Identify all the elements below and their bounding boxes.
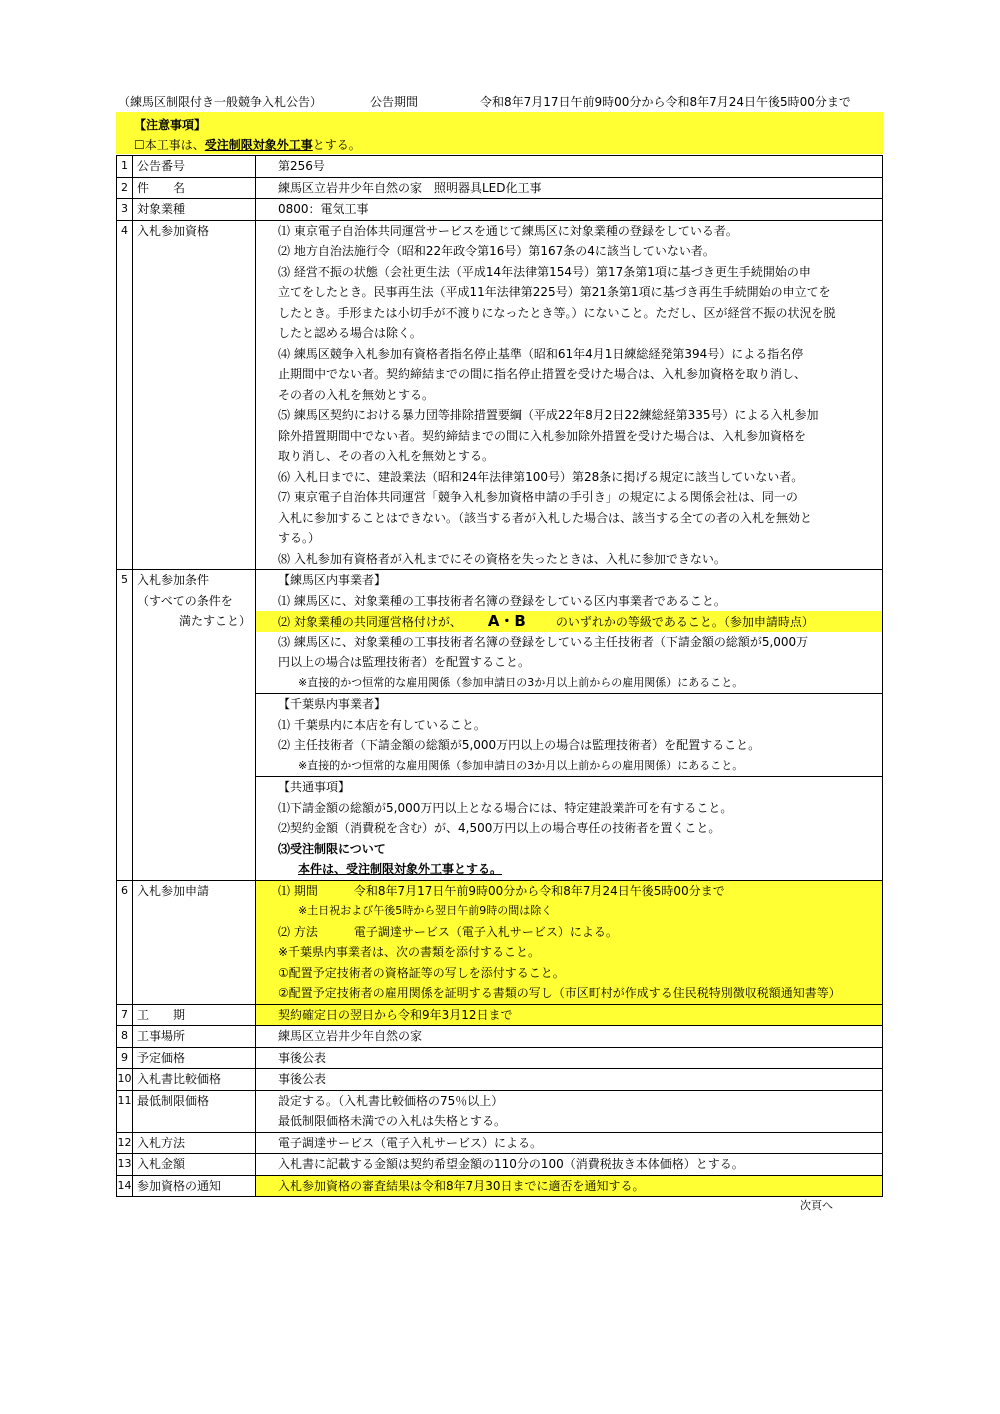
- row-number: 6: [117, 880, 133, 1004]
- table-row: [117, 220, 883, 570]
- application-note: ※土日祝および午後5時から翌日午前9時の間は除く: [298, 904, 553, 917]
- section-title: 【練馬区内事業者】: [278, 573, 387, 587]
- condition-line: ⑴ 千葉県内に本店を有していること。: [278, 717, 486, 732]
- condition-line: ⑶受注制限について: [278, 841, 386, 856]
- qualification-line: 除外措置期間中でない者。契約締結までの間に入札参加除外措置を受けた場合は、入札参加資格を: [278, 428, 807, 443]
- row-number: 12: [117, 1132, 133, 1154]
- application-line: ⑴ 期間 令和8年7月17日午前9時00分から令和8年7月24日午後5時00分まで: [278, 883, 725, 898]
- notice-line: [134, 136, 361, 153]
- row-label-line: （すべての条件を: [137, 593, 233, 608]
- table-row: [117, 1090, 883, 1132]
- notice-pre: ☐本工事は、: [134, 138, 205, 152]
- grade-post: のいずれかの等級であること。（参加申請時点）: [555, 615, 814, 629]
- table-row: [117, 880, 883, 1004]
- grade-value: A・B: [487, 612, 526, 630]
- qualification-line: ⑶ 経営不振の状態（会社更生法（平成14年法律第154号）第17条第1項に基づき更生手続開始の申: [278, 264, 811, 279]
- qualification-line: したと認める場合は除く。: [278, 326, 422, 340]
- table-row: [117, 1026, 883, 1048]
- row-label: 入札方法: [133, 1132, 256, 1154]
- notice-underlined: 受注制限対象外工事: [204, 138, 313, 152]
- qualification-line: ⑻ 入札参加有資格者が入札までにその資格を失ったときは、入札に参加できない。: [278, 551, 726, 566]
- condition-note: ※直接的かつ恒常的な雇用関係（参加申請日の3か月以上前からの雇用関係）にあること。: [298, 758, 744, 772]
- row-label: 入札参加申請: [133, 880, 256, 1004]
- table-row: [117, 1132, 883, 1154]
- table-row: [117, 177, 883, 199]
- qualification-line: したとき。手形または小切手が不渡りになったとき等。）にないこと。ただし、区が経営不振の状況を脱: [278, 305, 836, 320]
- table-row: [117, 1047, 883, 1069]
- row-label: 入札参加資格: [133, 220, 256, 570]
- row-content: 事後公表: [256, 1069, 883, 1091]
- grade-pre: ⑵ 対象業種の共同運営格付けが、: [278, 615, 462, 629]
- section-title: 【千葉県内事業者】: [278, 697, 387, 711]
- table-row: [117, 1175, 883, 1197]
- qualification-line: その者の入札を無効とする。: [278, 387, 435, 402]
- table-row: [117, 570, 883, 694]
- row-number: 1: [117, 156, 133, 178]
- row-content: 電子調達サービス（電子入札サービス）による。: [256, 1132, 883, 1154]
- row-content: 練馬区立岩井少年自然の家: [256, 1026, 883, 1048]
- table-row: [117, 1069, 883, 1091]
- table-row: [117, 199, 883, 221]
- row-label: 入札金額: [133, 1154, 256, 1176]
- row-content: 0800：電気工事: [256, 199, 883, 221]
- grade-condition-line: [256, 611, 882, 632]
- qualification-line: ⑸ 練馬区契約における暴力団等排除措置要綱（平成22年8月2日22練総経第335号）による入札参加: [278, 408, 819, 422]
- application-line: ⑵ 方法 電子調達サービス（電子入札サービス）による。: [278, 924, 618, 939]
- restriction-statement: 本件は、受注制限対象外工事とする。: [298, 862, 503, 876]
- min-price-line: 最低制限価格未満での入札は失格とする。: [278, 1114, 507, 1128]
- row-content: 事後公表: [256, 1047, 883, 1069]
- notice-box: [116, 112, 883, 154]
- row-content: 入札書に記載する金額は契約希望金額の110分の100（消費税抜き本体価格）とする。: [256, 1154, 883, 1176]
- row-content: [256, 220, 883, 570]
- application-line: ※千葉県内事業者は、次の書類を添付すること。: [278, 945, 541, 959]
- qualification-line: 止期間中でない者。契約締結までの間に指名停止措置を受けた場合は、入札参加資格を取り消し、: [278, 367, 807, 381]
- row-label: [133, 570, 256, 881]
- table-row: [117, 156, 883, 178]
- qualification-line: ⑵ 地方自治法施行令（昭和22年政令第16号）第167条の4に該当していない者。: [278, 244, 715, 258]
- condition-note: ※直接的かつ恒常的な雇用関係（参加申請日の3か月以上前からの雇用関係）にあること。: [298, 675, 744, 689]
- condition-line: ⑵契約金額（消費税を含む）が、4,500万円以上の場合専任の技術者を置くこと。: [278, 821, 721, 835]
- qualification-line: ⑴ 東京電子自治体共同運営サービスを通じて練馬区に対象業種の登録をしている者。: [278, 223, 738, 238]
- period-value: 令和8年7月17日午前9時00分から令和8年7月24日午後5時00分まで: [480, 95, 851, 109]
- row-number: 14: [117, 1175, 133, 1197]
- row-content: 契約確定日の翌日から令和9年3月12日まで: [256, 1004, 883, 1026]
- section-title: 【共通事項】: [278, 780, 351, 794]
- row-label: 入札書比較価格: [133, 1069, 256, 1091]
- row-content: 練馬区立岩井少年自然の家 照明器具LED化工事: [256, 177, 883, 199]
- row-number: 9: [117, 1047, 133, 1069]
- row-label-line: 入札参加条件: [137, 573, 210, 587]
- condition-line: ⑵ 主任技術者（下請金額の総額が5,000万円以上の場合は監理技術者）を配置すること。: [278, 738, 761, 752]
- row-number: 5: [117, 570, 133, 881]
- row-number: 11: [117, 1090, 133, 1132]
- row-number: 7: [117, 1004, 133, 1026]
- row-label: 参加資格の通知: [133, 1175, 256, 1197]
- row-label: 最低制限価格: [133, 1090, 256, 1132]
- qualification-line: ⑹ 入札日までに、建設業法（昭和24年法律第100号）第28条に掲げる規定に該当していない者。: [278, 469, 804, 484]
- condition-line: 円以上の場合は監理技術者）を配置すること。: [278, 655, 531, 669]
- chiba-section: [256, 694, 883, 777]
- row-label: 予定価格: [133, 1047, 256, 1069]
- row-label: 工 期: [133, 1004, 256, 1026]
- qualification-line: する。）: [278, 531, 321, 545]
- row-label: 公告番号: [133, 156, 256, 178]
- qualification-line: 入札に参加することはできない。（該当する者が入札した場合は、該当する全ての者の入札を無効と: [278, 510, 813, 525]
- row-content: [256, 1090, 883, 1132]
- notice-post: とする。: [312, 138, 361, 152]
- header: [118, 93, 888, 111]
- condition-line: ⑴下請金額の総額が5,000万円以上となる場合には、特定建設業許可を有すること。: [278, 800, 733, 815]
- announcement-table: [116, 155, 883, 1197]
- row-label: 工事場所: [133, 1026, 256, 1048]
- row-content: [256, 880, 883, 1004]
- table-row: [117, 1004, 883, 1026]
- qualification-line: 立てをしたとき。民事再生法（平成11年法律第225号）第21条第1項に基づき再生手続開始の申立てを: [278, 285, 831, 299]
- row-number: 4: [117, 220, 133, 570]
- announcement-type: （練馬区制限付き一般競争入札公告）: [118, 95, 323, 109]
- next-page-note: 次頁へ: [800, 1199, 833, 1212]
- qualification-line: ⑺ 東京電子自治体共同運営「競争入札参加資格申請の手引き」の規定による関係会社は、同一の: [278, 490, 798, 504]
- qualification-line: 取り消し、その者の入札を無効とする。: [278, 449, 495, 463]
- row-number: 3: [117, 199, 133, 221]
- application-line: ②配置予定技術者の雇用関係を証明する書類の写し（市区町村が作成する住民税特別徴収税額通知書等）: [278, 986, 841, 1000]
- row-label-line: 満たすこと）: [178, 614, 251, 628]
- application-line: ①配置予定技術者の資格証等の写しを添付すること。: [278, 965, 565, 980]
- row-label: 対象業種: [133, 199, 256, 221]
- row-content: 第256号: [256, 156, 883, 178]
- condition-line: ⑴ 練馬区に、対象業種の工事技術者名簿の登録をしている区内事業者であること。: [278, 593, 726, 608]
- row-number: 8: [117, 1026, 133, 1048]
- row-content: 入札参加資格の審査結果は令和8年7月30日までに適否を通知する。: [256, 1175, 883, 1197]
- row-number: 10: [117, 1069, 133, 1091]
- qualification-line: ⑷ 練馬区競争入札参加有資格者指名停止基準（昭和61年4月1日練総経発第394号）による指名停: [278, 346, 804, 361]
- notice-title: 【注意事項】: [134, 118, 207, 132]
- table-row: [117, 1154, 883, 1176]
- row-number: 13: [117, 1154, 133, 1176]
- common-section: [256, 777, 883, 881]
- row-label: 件 名: [133, 177, 256, 199]
- min-price-line: 設定する。（入札書比較価格の75％以上）: [278, 1093, 504, 1108]
- condition-line: ⑶ 練馬区に、対象業種の工事技術者名簿の登録をしている主任技術者（下請金額の総額が5,000万: [278, 634, 809, 649]
- period-label: 公告期間: [370, 95, 419, 109]
- nerima-section: [256, 570, 883, 694]
- row-number: 2: [117, 177, 133, 199]
